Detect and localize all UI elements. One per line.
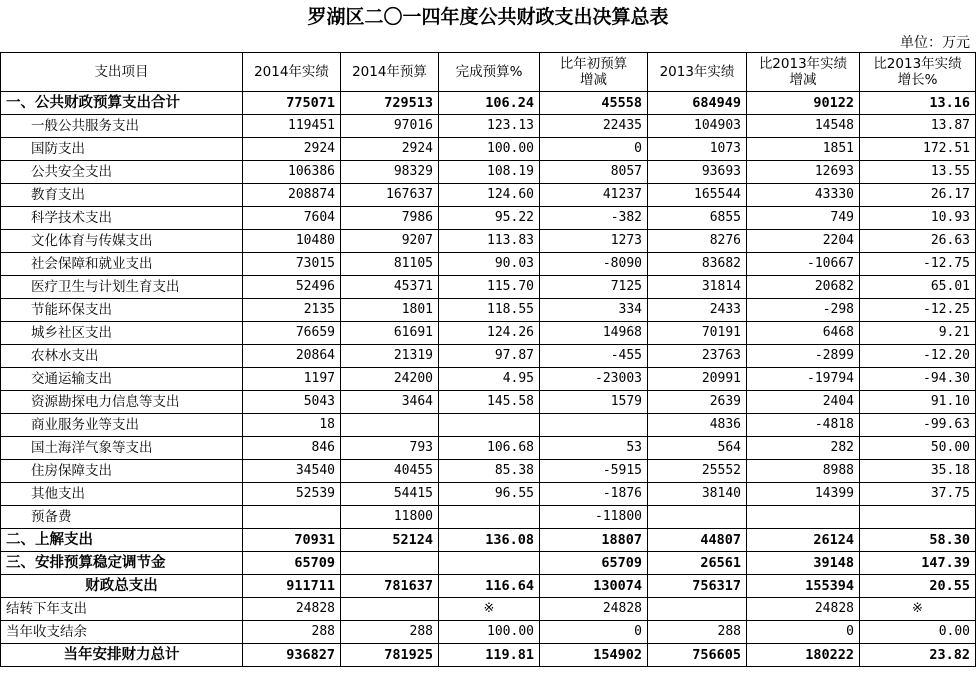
cell-value: 41237 [540,184,648,207]
cell-value: 936827 [243,644,341,667]
cell-value: 167637 [341,184,439,207]
row-label: 节能环保支出 [1,299,243,322]
cell-value: 2924 [341,138,439,161]
row-label: 当年收支结余 [1,621,243,644]
cell-value: 95.22 [439,207,540,230]
cell-value: 564 [648,437,747,460]
cell-value [341,552,439,575]
cell-value: -5915 [540,460,648,483]
cell-value: 6855 [648,207,747,230]
row-label: 一、公共财政预算支出合计 [1,92,243,115]
cell-value: -10667 [747,253,860,276]
row-label: 城乡社区支出 [1,322,243,345]
cell-value: 846 [243,437,341,460]
cell-value: 118.55 [439,299,540,322]
cell-value: -298 [747,299,860,322]
cell-value: 2135 [243,299,341,322]
cell-value: 106.24 [439,92,540,115]
cell-value: 96.55 [439,483,540,506]
cell-value: 2404 [747,391,860,414]
cell-value [439,414,540,437]
cell-value: 21319 [341,345,439,368]
cell-value: 2433 [648,299,747,322]
header-row [1,53,976,92]
cell-value: 180222 [747,644,860,667]
cell-value: -99.63 [860,414,976,437]
row-label: 资源勘探电力信息等支出 [1,391,243,414]
cell-value: 1273 [540,230,648,253]
cell-value: ※ [439,598,540,621]
cell-value: 113.83 [439,230,540,253]
cell-value: 5043 [243,391,341,414]
cell-value: -12.75 [860,253,976,276]
cell-value: 25552 [648,460,747,483]
cell-value: 85.38 [439,460,540,483]
cell-value: 65.01 [860,276,976,299]
table-row [1,483,976,506]
cell-value: 3464 [341,391,439,414]
cell-value: 4.95 [439,368,540,391]
row-label: 农林水支出 [1,345,243,368]
table-row [1,299,976,322]
cell-value: 154902 [540,644,648,667]
cell-value: ※ [860,598,976,621]
row-label: 社会保障和就业支出 [1,253,243,276]
cell-value: 165544 [648,184,747,207]
cell-value [648,598,747,621]
cell-value [540,414,648,437]
cell-value: 24200 [341,368,439,391]
cell-value: 9.21 [860,322,976,345]
table-row [1,598,976,621]
cell-value: 8276 [648,230,747,253]
cell-value: -11800 [540,506,648,529]
cell-value: -19794 [747,368,860,391]
cell-value: 10480 [243,230,341,253]
table-row [1,115,976,138]
cell-value: -455 [540,345,648,368]
cell-value: 1851 [747,138,860,161]
cell-value: 145.58 [439,391,540,414]
cell-value: 124.60 [439,184,540,207]
cell-value: 26.17 [860,184,976,207]
column-header: 2013年实绩 [648,53,747,92]
cell-value: 7604 [243,207,341,230]
column-header: 比年初预算 增减 [540,53,648,92]
cell-value: 1579 [540,391,648,414]
cell-value: 26124 [747,529,860,552]
report-title: 罗湖区二〇一四年度公共财政支出决算总表 [307,6,669,28]
cell-value: 8988 [747,460,860,483]
column-header: 2014年预算 [341,53,439,92]
cell-value: 13.16 [860,92,976,115]
cell-value [341,598,439,621]
row-label: 公共安全支出 [1,161,243,184]
cell-value: 91.10 [860,391,976,414]
cell-value: 70191 [648,322,747,345]
cell-value: 0 [747,621,860,644]
cell-value: 749 [747,207,860,230]
cell-value: 52496 [243,276,341,299]
cell-value: 0 [540,138,648,161]
cell-value: 90122 [747,92,860,115]
cell-value: 781637 [341,575,439,598]
cell-value: 23.82 [860,644,976,667]
cell-value: 24828 [747,598,860,621]
cell-value [243,506,341,529]
column-header: 支出项目 [1,53,243,92]
cell-value: 775071 [243,92,341,115]
cell-value: 1197 [243,368,341,391]
cell-value: 4836 [648,414,747,437]
cell-value: 26.63 [860,230,976,253]
cell-value: 7125 [540,276,648,299]
cell-value: 81105 [341,253,439,276]
cell-value: 756605 [648,644,747,667]
table-body [1,92,976,667]
cell-value: 24828 [540,598,648,621]
cell-value [439,552,540,575]
cell-value: 52539 [243,483,341,506]
cell-value: 684949 [648,92,747,115]
table-row [1,414,976,437]
cell-value: 83682 [648,253,747,276]
cell-value: 38140 [648,483,747,506]
cell-value: 23763 [648,345,747,368]
cell-value: 13.87 [860,115,976,138]
cell-value: 288 [243,621,341,644]
cell-value: -8090 [540,253,648,276]
cell-value: 136.08 [439,529,540,552]
table-row [1,230,976,253]
cell-value: 756317 [648,575,747,598]
cell-value: 44807 [648,529,747,552]
cell-value: 0.00 [860,621,976,644]
table-row [1,552,976,575]
cell-value: 6468 [747,322,860,345]
cell-value [341,414,439,437]
cell-value: 18 [243,414,341,437]
table-row [1,276,976,299]
cell-value: 24828 [243,598,341,621]
row-label: 三、安排预算稳定调节金 [1,552,243,575]
cell-value: 108.19 [439,161,540,184]
cell-value: 40455 [341,460,439,483]
cell-value: 124.26 [439,322,540,345]
cell-value: 8057 [540,161,648,184]
row-label: 医疗卫生与计划生育支出 [1,276,243,299]
row-label: 国防支出 [1,138,243,161]
cell-value: 26561 [648,552,747,575]
cell-value: 34540 [243,460,341,483]
row-label: 教育支出 [1,184,243,207]
cell-value: 14548 [747,115,860,138]
cell-value: -12.20 [860,345,976,368]
cell-value: -23003 [540,368,648,391]
cell-value: -4818 [747,414,860,437]
table-row [1,253,976,276]
row-label: 预备费 [1,506,243,529]
cell-value: 90.03 [439,253,540,276]
cell-value: 13.55 [860,161,976,184]
cell-value [747,506,860,529]
cell-value: 116.64 [439,575,540,598]
cell-value: 45371 [341,276,439,299]
cell-value: 31814 [648,276,747,299]
cell-value: 20864 [243,345,341,368]
cell-value: 97016 [341,115,439,138]
cell-value: -94.30 [860,368,976,391]
row-label: 财政总支出 [1,575,243,598]
cell-value: 37.75 [860,483,976,506]
row-label: 一般公共服务支出 [1,115,243,138]
cell-value: 100.00 [439,621,540,644]
table-row [1,184,976,207]
cell-value: 35.18 [860,460,976,483]
cell-value: 39148 [747,552,860,575]
cell-value [439,506,540,529]
cell-value: 22435 [540,115,648,138]
cell-value: 53 [540,437,648,460]
table-row [1,391,976,414]
cell-value: 58.30 [860,529,976,552]
cell-value: 93693 [648,161,747,184]
cell-value: 911711 [243,575,341,598]
cell-value: 18807 [540,529,648,552]
cell-value: 106.68 [439,437,540,460]
cell-value: 61691 [341,322,439,345]
cell-value: 282 [747,437,860,460]
cell-value: -12.25 [860,299,976,322]
cell-value: 98329 [341,161,439,184]
table-row [1,322,976,345]
cell-value: 12693 [747,161,860,184]
cell-value: 793 [341,437,439,460]
cell-value: 73015 [243,253,341,276]
table-row [1,207,976,230]
cell-value: 334 [540,299,648,322]
cell-value: 288 [341,621,439,644]
cell-value: 54415 [341,483,439,506]
cell-value: 729513 [341,92,439,115]
cell-value: 130074 [540,575,648,598]
cell-value: -2899 [747,345,860,368]
cell-value: 65709 [540,552,648,575]
cell-value: 20991 [648,368,747,391]
table-row [1,460,976,483]
cell-value: 45558 [540,92,648,115]
table-row [1,161,976,184]
row-label: 二、上解支出 [1,529,243,552]
cell-value: 14399 [747,483,860,506]
cell-value: 100.00 [439,138,540,161]
cell-value: 14968 [540,322,648,345]
cell-value: 9207 [341,230,439,253]
row-label: 科学技术支出 [1,207,243,230]
cell-value: 97.87 [439,345,540,368]
cell-value: 65709 [243,552,341,575]
row-label: 当年安排财力总计 [1,644,243,667]
cell-value: 10.93 [860,207,976,230]
cell-value: 7986 [341,207,439,230]
cell-value: 1801 [341,299,439,322]
row-label: 住房保障支出 [1,460,243,483]
cell-value: 0 [540,621,648,644]
cell-value: -382 [540,207,648,230]
cell-value: 43330 [747,184,860,207]
row-label: 结转下年支出 [1,598,243,621]
row-label: 其他支出 [1,483,243,506]
column-header: 比2013年实绩 增减 [747,53,860,92]
column-header: 2014年实绩 [243,53,341,92]
cell-value: 20682 [747,276,860,299]
cell-value: 781925 [341,644,439,667]
table-row [1,644,976,667]
cell-value: 76659 [243,322,341,345]
cell-value: 123.13 [439,115,540,138]
cell-value: 70931 [243,529,341,552]
unit-label: 单位：万元 [900,35,970,51]
cell-value: 119451 [243,115,341,138]
row-label: 交通运输支出 [1,368,243,391]
cell-value: -1876 [540,483,648,506]
cell-value: 50.00 [860,437,976,460]
table-row [1,506,976,529]
table-row [1,368,976,391]
column-header: 完成预算% [439,53,540,92]
table-row [1,138,976,161]
cell-value: 2204 [747,230,860,253]
table-row [1,529,976,552]
table-row [1,437,976,460]
table-row [1,621,976,644]
cell-value: 288 [648,621,747,644]
cell-value: 2639 [648,391,747,414]
cell-value: 106386 [243,161,341,184]
table-row [1,345,976,368]
cell-value: 115.70 [439,276,540,299]
table-row [1,575,976,598]
cell-value: 208874 [243,184,341,207]
cell-value: 147.39 [860,552,976,575]
cell-value: 1073 [648,138,747,161]
row-label: 国土海洋气象等支出 [1,437,243,460]
cell-value: 52124 [341,529,439,552]
cell-value: 2924 [243,138,341,161]
cell-value: 172.51 [860,138,976,161]
cell-value: 11800 [341,506,439,529]
cell-value: 20.55 [860,575,976,598]
cell-value [860,506,976,529]
row-label: 商业服务业等支出 [1,414,243,437]
cell-value [648,506,747,529]
cell-value: 104903 [648,115,747,138]
cell-value: 119.81 [439,644,540,667]
column-header: 比2013年实绩 增长% [860,53,976,92]
row-label: 文化体育与传媒支出 [1,230,243,253]
expenditure-table [0,52,976,667]
cell-value: 155394 [747,575,860,598]
table-row [1,92,976,115]
